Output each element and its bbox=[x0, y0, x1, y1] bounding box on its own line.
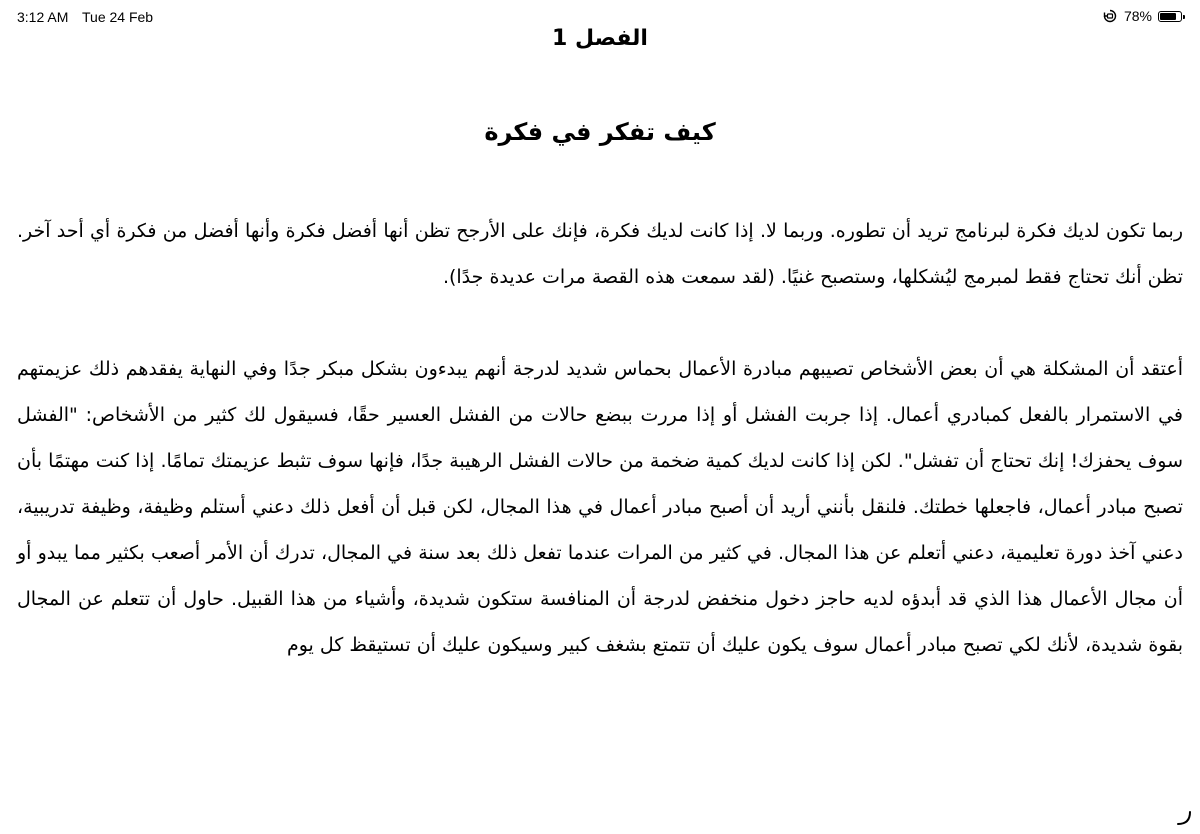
paragraph-2: أعتقد أن المشكلة هي أن بعض الأشخاص تصيبهم مبادرة الأعمال بحماس شديد لدرجة أنهم يبدءون بشكل مبكر جدًا وفي النهاية يفقدهم ذلك عزيمتهم في الاستمرار بالفعل كمبادري أعمال. إذا جربت الفشل أو إذا مررت ببضع حالات من الفشل العسير حقًا، فسيقول لك كثير من الأشخاص: "الفشل سوف يحفزك! إنك تحتاج أن تفشل". لكن إذا كانت لديك كمية ضخمة من حالات الفشل الرهيبة جدًا، فإنها سوف تثبط عزيمتك تمامًا. إذا كنت مهتمًا بأن تصبح مبادر أعمال، فاجعلها خطتك. فلنقل بأنني أريد أن أصبح مبادر أعمال في هذا المجال، لكن قبل أن أفعل ذلك دعني أستلم وظيفة، وظيفة تدريبية، دعني آخذ دورة تعليمية، دعني أتعلم عن هذا المجال. في كثير من المرات عندما تفعل ذلك بعد سنة في المجال، تدرك أن الأمر أصعب بكثير مما يبدو أو أن مجال الأعمال هذا الذي قد أبدؤه لديه حاجز دخول منخفض لدرجة أن المنافسة ستكون شديدة، وأشياء من هذا القبيل. حاول أن تتعلم عن المجال بقوة شديدة، لأنك لكي تصبح مبادر أعمال سوف يكون عليك أن تتمتع بشغف كبير وسيكون عليك أن تستيقظ كل يوم bbox=[17, 358, 1183, 656]
battery-fill bbox=[1160, 13, 1176, 20]
orientation-lock-icon bbox=[1102, 9, 1118, 23]
status-time: 3:12 AM bbox=[17, 9, 69, 25]
status-left bbox=[17, 9, 163, 25]
chapter-label: الفصل 1 bbox=[552, 26, 648, 51]
battery-percentage: 78% bbox=[1123, 8, 1152, 24]
chapter-title: كيف تفكر في فكرة bbox=[484, 118, 716, 146]
battery-icon bbox=[1158, 11, 1182, 22]
paragraph-1: ربما تكون لديك فكرة لبرنامج تريد أن تطوره. وربما لا. إذا كانت لديك فكرة، فإنك على الأرجح تظن أنها أفضل فكرة وأنها أفضل من فكرة أي أحد آخر. تظن أنك تحتاج فقط لمبرمج ليُشكلها، وستصبح غنيًا. (لقد سمعت هذه القصة مرات عديدة جدًا). bbox=[17, 220, 1183, 288]
reading-text bbox=[17, 208, 1183, 714]
status-right bbox=[1102, 8, 1182, 24]
status-date: Tue 24 Feb bbox=[82, 9, 154, 25]
page-curl-icon[interactable] bbox=[1176, 810, 1192, 826]
